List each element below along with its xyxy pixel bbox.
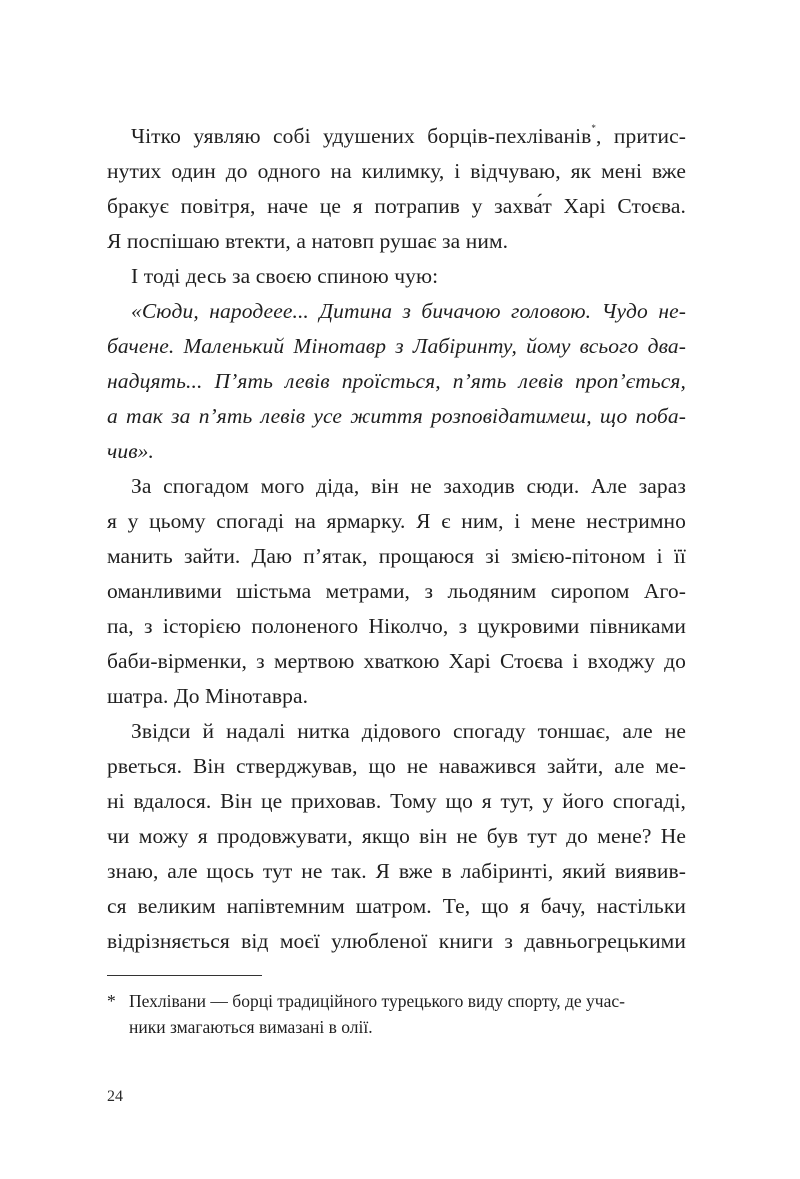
text-line: нутих один до одного на килимку, і відчуваю, як мені вже: [107, 159, 686, 183]
text-line: Звідси й надалі нитка дідового спогаду тоншає, але не: [131, 719, 686, 743]
text-line: па, з історією полоненого Ніколчо, з цукровими півниками: [107, 614, 686, 638]
text-line: шатра. До Мінотавра.: [107, 684, 309, 708]
text-line: І тоді десь за своєю спиною чую:: [131, 264, 439, 288]
quote-line: «Сюди, народеее... Дитина з бичачою головою. Чудо не-: [131, 299, 686, 323]
footnote-marker: *: [591, 123, 597, 133]
text-line: За спогадом мого діда, він не заходив сюди. Але зараз: [131, 474, 686, 498]
text-line: знаю, але щось тут не так. Я вже в лабіринті, який виявив-: [107, 859, 686, 883]
text-line: Я поспішаю втекти, а натовп рушає за ним.: [107, 229, 509, 253]
page-number: 24: [107, 1088, 123, 1105]
text-line: ся великим напівтемним шатром. Те, що я бачу, настільки: [107, 894, 686, 918]
text-line: чи можу я продовжувати, якщо він не був тут до мене? Не: [107, 824, 686, 848]
text-line: рветься. Він стверджував, що не наважився зайти, але ме-: [107, 754, 686, 778]
quote-line: бачене. Маленький Мінотавр з Лабіринту, йому всього два-: [107, 334, 686, 358]
text-line: ні вдалося. Він це приховав. Тому що я тут, у його спогаді,: [107, 789, 686, 813]
text-line: оманливими шістьма метрами, з льодяним сиропом Аго-: [107, 579, 686, 603]
quote-line: а так за п’ять левів усе життя розповідатимеш, що поба-: [107, 404, 686, 428]
quote-line: надцять... П’ять левів проїсться, п’ять левів проп’ється,: [107, 369, 686, 393]
quote-line: чив».: [107, 439, 154, 463]
text-line: я у цьому спогаді на ярмарку. Я є ним, і мене нестримно: [107, 509, 686, 533]
text-line: манить зайти. Даю п’ятак, прощаюся зі змією-пітоном і її: [107, 544, 686, 568]
footnote-divider: [107, 975, 262, 976]
footnote-mark: *: [107, 991, 116, 1011]
footnote-line: * Пехлівани — борці традиційного турецького виду спорту, де учас-: [107, 989, 686, 1014]
text-line: бракує повітря, наче це я потрапив у захва́т Харі Стоєва.: [107, 194, 686, 218]
text-line: Чітко уявляю собі удушених борців-пехліванів*, притис-: [131, 123, 686, 148]
footnote-line: ники змагаються вимазані в олії.: [129, 1017, 373, 1037]
text-line: баби-вірменки, з мертвою хваткою Харі Стоєва і входжу до: [107, 649, 686, 673]
text-line: відрізняється від моєї улюбленої книги з давньогрецькими: [107, 929, 686, 953]
